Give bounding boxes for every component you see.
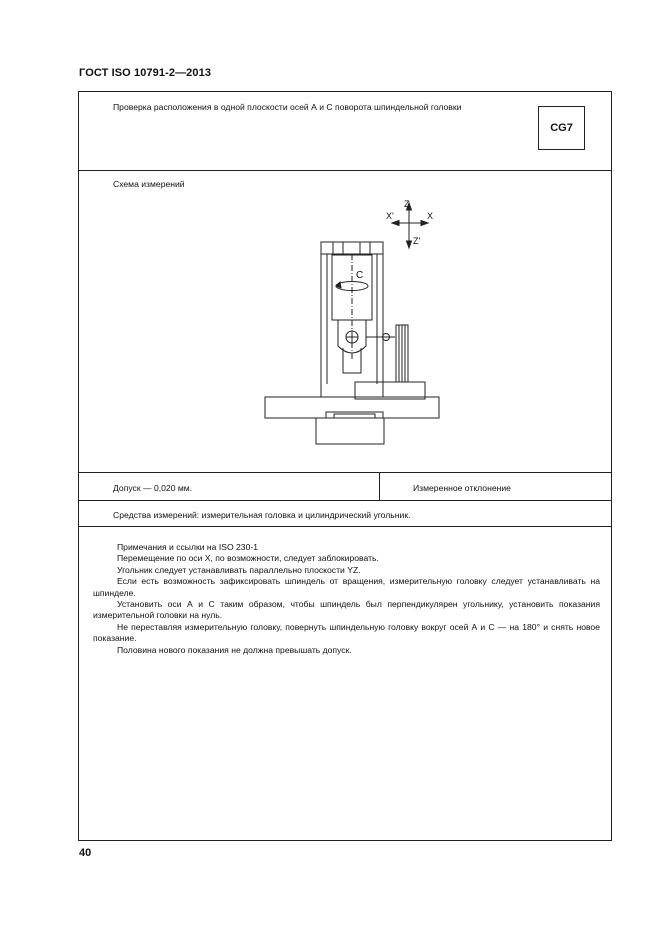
note-paragraph: Если есть возможность зафиксировать шпиндель от вращения, измерительную головку следует устанавливать на шпинделе. bbox=[93, 576, 600, 598]
test-sheet-frame bbox=[78, 91, 612, 841]
z-neg-axis-label: Z' bbox=[413, 236, 421, 246]
diagram-section-label: Схема измерений bbox=[113, 179, 185, 189]
z-neg-arrow-icon bbox=[407, 241, 412, 248]
test-title: Проверка расположения в одной плоскости осей А и С поворота шпиндельной головки bbox=[113, 102, 462, 112]
instruments-text: Средства измерений: измерительная головка и цилиндрический угольник. bbox=[113, 510, 411, 520]
spindle-head bbox=[327, 254, 383, 384]
axis-symbol bbox=[392, 203, 428, 248]
test-code: CG7 bbox=[550, 122, 573, 134]
note-paragraph: Не переставляя измерительную головку, повернуть шпиндельную головку вокруг осей А и С — на 180° и снять новое показание. bbox=[93, 621, 600, 644]
x-neg-axis-label: X' bbox=[386, 211, 394, 221]
page-number: 40 bbox=[79, 847, 92, 859]
notes-heading: Примечания и ссылки на ISO 230-1 bbox=[117, 542, 259, 552]
note-paragraph: Угольник следует устанавливать параллельно плоскости YZ. bbox=[117, 564, 361, 575]
document-header: ГОСТ ISO 10791-2—2013 bbox=[79, 67, 212, 79]
x-arrow-icon bbox=[421, 221, 428, 226]
dial-indicator bbox=[383, 334, 396, 341]
x-axis-label: X bbox=[427, 211, 434, 221]
notes-section bbox=[93, 542, 600, 656]
note-paragraph: Установить оси А и С таким образом, чтобы шпиндель был перпендикулярен угольнику, установить показания измерительной головки на нуль. bbox=[93, 599, 600, 621]
note-paragraph: Перемещение по оси X, по возможности, следует заблокировать. bbox=[117, 553, 379, 564]
x-neg-arrow-icon bbox=[392, 221, 399, 226]
row-divider bbox=[79, 526, 611, 527]
z-axis-label: Z bbox=[404, 199, 410, 209]
machine-table bbox=[265, 382, 439, 444]
measurement-diagram bbox=[79, 92, 611, 472]
note-paragraph: Половина нового показания не должна превышать допуск. bbox=[117, 644, 352, 655]
measured-deviation-label: Измеренное отклонение bbox=[413, 483, 511, 493]
row-divider bbox=[79, 500, 611, 501]
tolerance-label: Допуск — 0,020 мм. bbox=[113, 483, 193, 493]
column-divider bbox=[379, 472, 380, 500]
row-divider bbox=[79, 472, 611, 473]
rotation-c-label: C bbox=[356, 270, 364, 281]
cylindrical-square bbox=[396, 325, 408, 382]
